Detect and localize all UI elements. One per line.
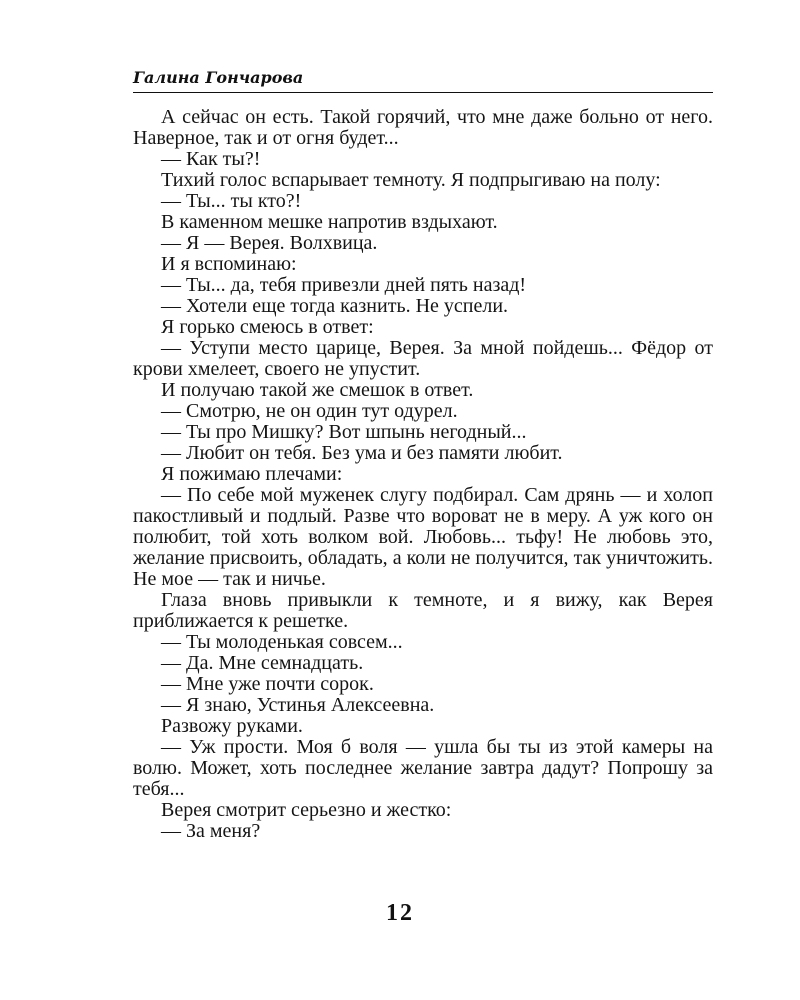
paragraph: — Мне уже почти сорок. (161, 673, 374, 695)
paragraph: Тихий голос вспарывает темноту. Я подпрыгиваю на полу: (161, 169, 661, 191)
running-header-author: Галина Гончарова (133, 68, 304, 87)
paragraph: Развожу руками. (161, 715, 303, 737)
paragraph: И получаю такой же смешок в ответ. (161, 379, 474, 401)
paragraph: — Я — Верея. Волхвица. (161, 232, 378, 254)
paragraph: — Я знаю, Устинья Алексеевна. (161, 694, 435, 716)
paragraph: — Уж прости. Моя б воля — ушла бы ты из этой камеры на волю. Может, хоть последнее желание завтра дадут? Попрошу за тебя... (133, 736, 713, 800)
paragraph: — Ты... ты кто?! (161, 190, 302, 212)
paragraph: Я горько смеюсь в ответ: (161, 316, 374, 338)
paragraph: — Ты про Мишку? Вот шпынь негодный... (161, 421, 527, 443)
paragraph: — Хотели еще тогда казнить. Не успели. (161, 295, 509, 317)
paragraph: В каменном мешке напротив вздыхают. (161, 211, 498, 233)
paragraph: И я вспоминаю: (161, 253, 297, 275)
paragraph: Глаза вновь привыкли к темноте, и я вижу, как Верея приближается к решетке. (133, 589, 713, 632)
paragraph: — Да. Мне семнадцать. (161, 652, 364, 674)
page-number: 12 (386, 900, 414, 926)
paragraph: Я пожимаю плечами: (161, 463, 343, 485)
paragraph: — Ты молоденькая совсем... (161, 631, 403, 653)
body-text (133, 107, 713, 842)
paragraph: — Смотрю, не он один тут одурел. (161, 400, 458, 422)
paragraph: — Уступи место царице, Верея. За мной пойдешь... Фёдор от крови хмелеет, своего не упустит. (133, 337, 713, 380)
header-divider (133, 92, 713, 93)
paragraph: — За меня? (161, 820, 261, 842)
paragraph: — Любит он тебя. Без ума и без памяти любит. (161, 442, 563, 464)
paragraph: Верея смотрит серьезно и жестко: (161, 799, 452, 821)
paragraph: — Как ты?! (161, 148, 261, 170)
paragraph: — Ты... да, тебя привезли дней пять назад! (161, 274, 527, 296)
paragraph: — По себе мой муженек слугу подбирал. Сам дрянь — и холоп пакостливый и подлый. Разве что вороват не в меру. А уж кого он полюбит, той хоть волком вой. Любовь... тьфу! Не любовь это, желание присвоить, обладать, а коли не получится, так уничтожить. Не мое — так и ничье. (133, 484, 713, 590)
paragraph: А сейчас он есть. Такой горячий, что мне даже больно от него. Наверное, так и от огня будет... (133, 106, 713, 149)
